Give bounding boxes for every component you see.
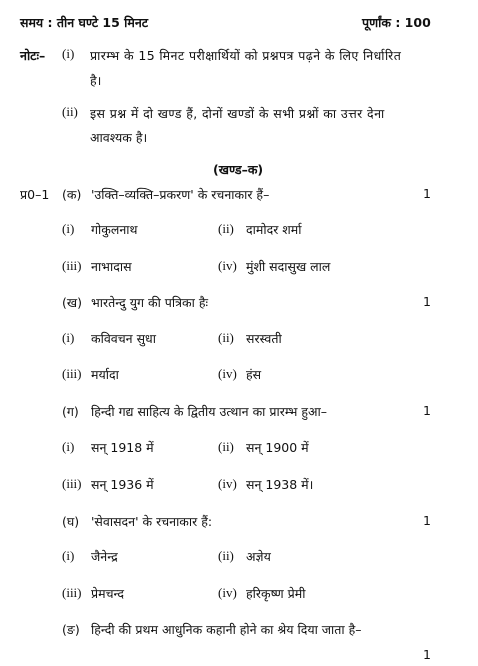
option-text: गोकुलनाथ [91,222,138,237]
option-number: (iv) [218,258,237,273]
option-number: (iv) [218,585,237,600]
sub-question-mark: 1 [423,403,431,418]
note-item-line: इस प्रश्न में दो खण्ड हैं, दोनों खण्डों के सभी प्रश्नों का उत्तर देना [90,106,385,121]
option-text: नाभादास [91,259,132,274]
option-text: प्रेमचन्द [91,586,125,601]
sub-question-marker: (घ) [62,514,80,529]
sub-question-mark: 1 [423,294,431,309]
option-text: सन् 1938 में। [246,477,314,492]
option-text: सरस्वती [246,331,282,346]
option-number: (iv) [218,476,237,491]
sub-question-marker: (ख) [62,295,82,310]
question-label: प्र0–1 [20,187,50,202]
note-item-number: (i) [62,46,75,61]
option-number: (i) [62,221,75,236]
option-text: अज्ञेय [246,549,271,564]
option-number: (i) [62,439,75,454]
option-text: जैनेन्द्र [91,549,118,564]
option-text: सन् 1900 में [246,440,309,455]
option-text: मर्यादा [91,367,119,382]
sub-question-text: भारतेन्दु युग की पत्रिका हैः [91,295,209,310]
sub-question-text: हिन्दी गद्य साहित्य के द्वितीय उत्थान का प्रारम्भ हुआ– [91,404,328,419]
sub-question-marker: (ङ) [62,622,80,637]
section-title: (खण्ड–क) [213,162,264,177]
note-label: नोटः– [20,48,46,63]
sub-question-mark: 1 [423,647,431,662]
sub-question-text: हिन्दी की प्रथम आधुनिक कहानी होने का श्रेय दिया जाता है– [91,622,362,637]
option-text: दामोदर शर्मा [246,222,302,237]
sub-question-marker: (क) [62,187,82,202]
option-text: कविवचन सुधा [91,331,156,346]
option-number: (ii) [218,548,234,563]
option-number: (i) [62,548,75,563]
option-number: (ii) [218,439,234,454]
sub-question-mark: 1 [423,186,431,201]
total-marks: पूर्णांक : 100 [362,15,431,30]
sub-question-text: 'सेवासदन' के रचनाकार हैं: [91,514,213,529]
option-text: सन् 1936 में [91,477,154,492]
sub-question-mark: 1 [423,513,431,528]
note-item-line: प्रारम्भ के 15 मिनट परीक्षार्थियों को प्रश्नपत्र पढ़ने के लिए निर्धारित [90,48,402,63]
sub-question-marker: (ग) [62,404,79,419]
note-item-line: आवश्यक है। [90,130,148,145]
option-number: (iii) [62,366,82,381]
option-number: (ii) [218,221,234,236]
note-item-line: है। [90,73,102,88]
option-number: (iii) [62,476,82,491]
option-text: हंस [246,367,262,382]
option-text: सन् 1918 में [91,440,154,455]
option-text: हरिकृष्ण प्रेमी [246,586,306,601]
note-item-number: (ii) [62,104,78,119]
option-number: (iii) [62,258,82,273]
option-number: (i) [62,330,75,345]
exam-time: समय : तीन घण्टे 15 मिनट [20,15,149,30]
option-number: (ii) [218,330,234,345]
option-number: (iii) [62,585,82,600]
sub-question-text: 'उक्ति–व्यक्ति–प्रकरण' के रचनाकार हैं– [91,187,270,202]
option-text: मुंशी सदासुख लाल [246,259,331,274]
option-number: (iv) [218,366,237,381]
